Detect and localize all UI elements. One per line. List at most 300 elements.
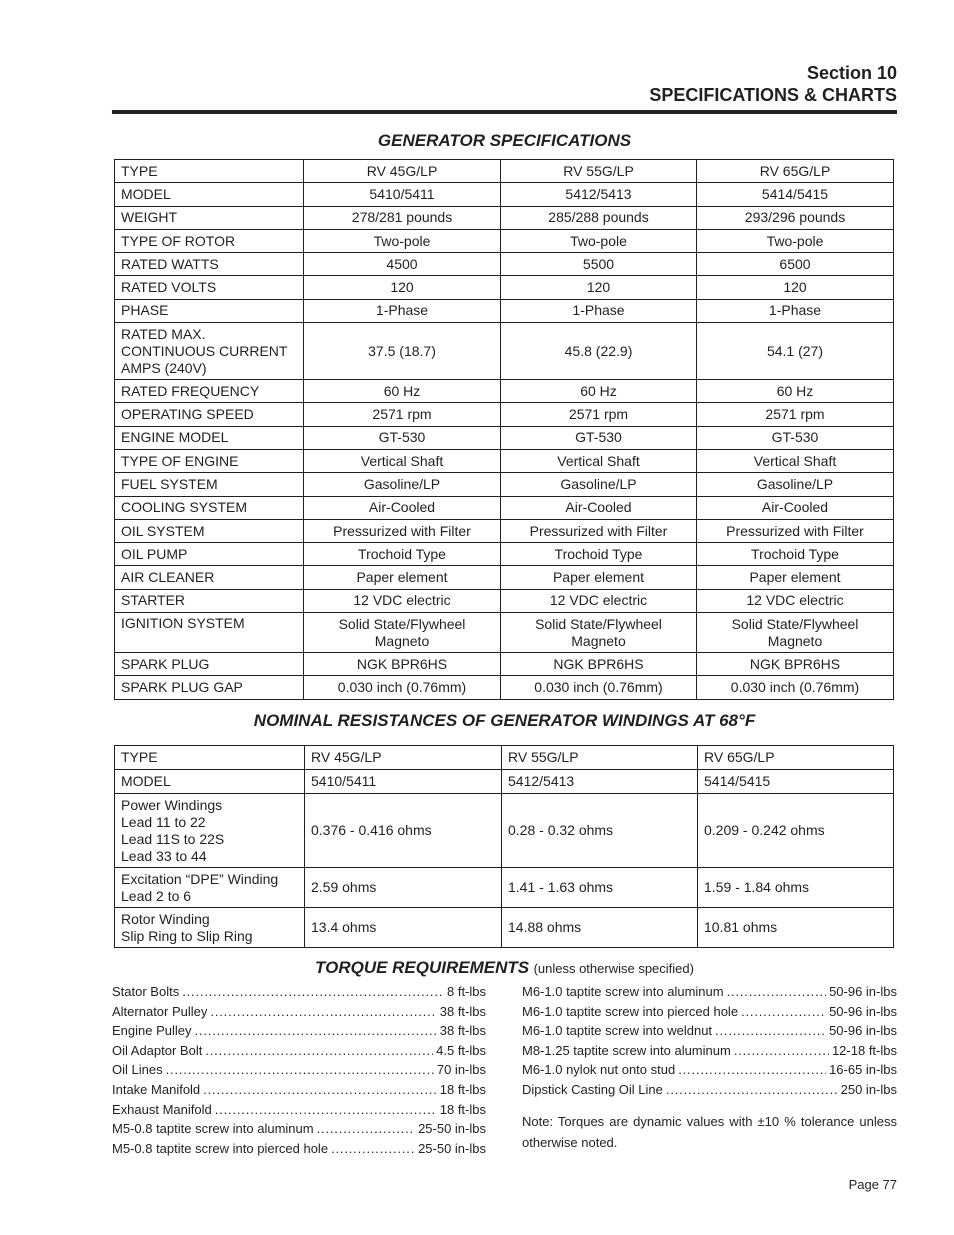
spec-value-line: 60 Hz xyxy=(580,382,617,399)
spec-label-line: AMPS (240V) xyxy=(121,359,207,376)
spec-row xyxy=(115,229,894,252)
dot-leader xyxy=(195,1021,437,1041)
spec-label xyxy=(115,543,304,566)
spec-value-line: 1-Phase xyxy=(375,302,429,319)
torque-list-left xyxy=(112,982,486,1158)
spec-value xyxy=(697,403,894,426)
spec-value xyxy=(697,566,894,589)
spec-value xyxy=(501,676,697,699)
spec-row xyxy=(115,426,894,449)
spec-row xyxy=(115,403,894,426)
section-number: Section 10 xyxy=(806,63,897,83)
resistance-row xyxy=(115,770,894,794)
torque-item-value: 38 ft-lbs xyxy=(439,1023,486,1039)
dot-leader xyxy=(215,1100,437,1120)
header-rule xyxy=(112,110,897,114)
spec-label-line: RATED MAX. xyxy=(121,325,206,342)
dot-leader xyxy=(741,1002,826,1022)
spec-value xyxy=(304,589,501,612)
spec-value xyxy=(304,206,501,229)
torque-item-value: 70 in-lbs xyxy=(436,1062,486,1078)
spec-value-line: Two-pole xyxy=(570,232,627,249)
resistance-value: RV 55G/LP xyxy=(502,746,698,770)
spec-label-line: RATED FREQUENCY xyxy=(121,382,260,399)
spec-value-line: 60 Hz xyxy=(383,382,421,399)
spec-value xyxy=(304,403,501,426)
resistance-value: 1.59 - 1.84 ohms xyxy=(698,868,894,908)
torque-item xyxy=(522,1041,897,1061)
spec-label xyxy=(115,676,304,699)
spec-value xyxy=(304,323,501,380)
spec-value xyxy=(697,276,894,299)
spec-value-line: 37.5 (18.7) xyxy=(368,342,436,359)
spec-value xyxy=(697,543,894,566)
resistance-value: 5412/5413 xyxy=(502,770,698,794)
spec-value xyxy=(501,543,697,566)
dot-leader xyxy=(331,1139,415,1159)
spec-row xyxy=(115,676,894,699)
resistance-label-line: Excitation “DPE” Winding xyxy=(121,870,279,887)
torque-item-value: 25-50 in-lbs xyxy=(418,1121,486,1137)
resistance-value: 0.376 - 0.416 ohms xyxy=(305,794,502,868)
resistance-label-line: Lead 11 to 22 xyxy=(121,813,206,830)
spec-value xyxy=(501,253,697,276)
spec-value-line: RV 45G/LP xyxy=(366,162,438,179)
spec-value xyxy=(697,299,894,322)
torque-item-value: 12-18 ft-lbs xyxy=(831,1042,897,1058)
resistance-label-line: Lead 11S to 22S xyxy=(121,830,225,847)
section-header xyxy=(649,62,897,106)
resistance-value: 13.4 ohms xyxy=(305,908,502,948)
spec-row xyxy=(115,496,894,519)
spec-value xyxy=(697,323,894,380)
spec-value-line: 12 VDC electric xyxy=(746,592,844,609)
torque-item xyxy=(112,1002,486,1022)
spec-value-line: 5412/5413 xyxy=(565,185,632,202)
spec-label-line: FUEL SYSTEM xyxy=(121,475,218,492)
spec-value-line: 2571 rpm xyxy=(372,406,432,423)
spec-value-line: 4500 xyxy=(386,255,418,272)
spec-label xyxy=(115,206,304,229)
torque-list-right xyxy=(522,982,897,1100)
spec-value xyxy=(501,160,697,183)
resistance-row xyxy=(115,868,894,908)
dot-leader xyxy=(166,1060,434,1080)
spec-value-line: 45.8 (22.9) xyxy=(564,342,633,359)
spec-value-line: NGK BPR6HS xyxy=(749,655,841,672)
spec-label-line: ENGINE MODEL xyxy=(121,429,229,446)
spec-value xyxy=(697,253,894,276)
spec-value xyxy=(501,299,697,322)
torque-title-main: TORQUE REQUIREMENTS xyxy=(315,958,530,977)
resistance-label xyxy=(115,746,305,770)
torque-item xyxy=(522,1002,897,1022)
spec-value xyxy=(501,496,697,519)
spec-value-line: 5414/5415 xyxy=(761,185,829,202)
torque-item-value: 16-65 in-lbs xyxy=(829,1062,897,1078)
resistances-title: NOMINAL RESISTANCES OF GENERATOR WINDINGS AT 68°F xyxy=(253,711,756,730)
spec-value-line: 6500 xyxy=(779,255,811,272)
dot-leader xyxy=(678,1060,826,1080)
spec-value xyxy=(697,229,894,252)
spec-value-line: GT-530 xyxy=(378,429,426,446)
torque-item-label: Intake Manifold xyxy=(112,1081,201,1097)
spec-value xyxy=(304,299,501,322)
spec-value-line: 278/281 pounds xyxy=(351,209,453,226)
spec-value-line: Solid State/Flywheel xyxy=(338,615,466,632)
spec-label xyxy=(115,299,304,322)
spec-value xyxy=(697,380,894,403)
resistance-label xyxy=(115,868,305,908)
spec-row xyxy=(115,543,894,566)
spec-label-line: AIR CLEANER xyxy=(121,569,215,586)
torque-item xyxy=(522,982,897,1002)
spec-value-line: 5500 xyxy=(582,255,615,272)
spec-value-line: Solid State/Flywheel xyxy=(731,615,859,632)
spec-value xyxy=(501,519,697,542)
spec-label-line: TYPE xyxy=(121,162,158,179)
spec-value-line: Air-Cooled xyxy=(368,499,436,516)
torque-item-label: Alternator Pulley xyxy=(112,1003,208,1019)
dot-leader xyxy=(182,982,444,1002)
dot-leader xyxy=(666,1080,838,1100)
spec-value xyxy=(304,276,501,299)
spec-value-line: 2571 rpm xyxy=(568,406,629,423)
spec-value xyxy=(304,473,501,496)
spec-row xyxy=(115,589,894,612)
spec-value-line: 293/296 pounds xyxy=(744,209,846,226)
spec-value-line: Magneto xyxy=(374,632,430,649)
resistance-label-line: Slip Ring to Slip Ring xyxy=(121,927,253,944)
resistance-label-line: Lead 2 to 6 xyxy=(121,887,192,904)
torque-item-value: 8 ft-lbs xyxy=(446,984,486,999)
spec-value xyxy=(697,519,894,542)
spec-value xyxy=(501,183,697,206)
torque-item-value: 50-96 in-lbs xyxy=(829,984,897,999)
torque-item-value: 25-50 in-lbs xyxy=(418,1140,486,1156)
torque-item xyxy=(112,1060,486,1080)
dot-leader xyxy=(715,1021,826,1041)
resistance-label xyxy=(115,770,305,794)
spec-label xyxy=(115,323,304,380)
torque-item-label: M8-1.25 taptite screw into aluminum xyxy=(522,1042,731,1058)
resistance-value: 5410/5411 xyxy=(305,770,502,794)
spec-value-line: Vertical Shaft xyxy=(753,452,837,469)
spec-value-line: Gasoline/LP xyxy=(756,475,834,492)
resistance-label-line: MODEL xyxy=(121,773,171,789)
spec-label-line: RATED WATTS xyxy=(121,255,219,272)
spec-value xyxy=(697,496,894,519)
spec-row xyxy=(115,206,894,229)
spec-label-line: SPARK PLUG xyxy=(121,655,210,672)
spec-value-line: NGK BPR6HS xyxy=(356,655,448,672)
spec-value-line: Magneto xyxy=(767,632,823,649)
spec-row xyxy=(115,253,894,276)
torque-item-label: Oil Lines xyxy=(112,1062,163,1078)
spec-value-line: Gasoline/LP xyxy=(363,475,441,492)
spec-value xyxy=(501,403,697,426)
torque-item xyxy=(112,1041,486,1061)
generator-specs-title: GENERATOR SPECIFICATIONS xyxy=(377,131,632,150)
spec-label-line: RATED VOLTS xyxy=(121,279,217,296)
torque-item xyxy=(112,1119,486,1139)
torque-title xyxy=(112,958,897,978)
spec-value xyxy=(501,426,697,449)
spec-label-line: COOLING SYSTEM xyxy=(121,499,248,516)
spec-value xyxy=(304,653,501,676)
spec-value xyxy=(697,613,894,653)
spec-label xyxy=(115,183,304,206)
spec-label xyxy=(115,566,304,589)
dot-leader xyxy=(734,1041,829,1061)
spec-value-line: Trochoid Type xyxy=(554,545,643,562)
spec-value-line: 120 xyxy=(586,279,611,296)
spec-value xyxy=(304,380,501,403)
resistance-value: 0.209 - 0.242 ohms xyxy=(698,794,894,868)
spec-value-line: Two-pole xyxy=(766,232,824,249)
spec-value-line: 60 Hz xyxy=(776,382,814,399)
spec-label xyxy=(115,380,304,403)
spec-value-line: Air-Cooled xyxy=(761,499,829,516)
spec-label-line: TYPE OF ROTOR xyxy=(121,232,236,249)
spec-label-line: OPERATING SPEED xyxy=(121,406,254,423)
spec-value-line: Trochoid Type xyxy=(751,545,839,562)
spec-value-line: 54.1 (27) xyxy=(766,342,824,359)
torque-note: Note: Torques are dynamic values with ±10 % tolerance unless otherwise noted. xyxy=(522,1114,897,1150)
spec-row xyxy=(115,276,894,299)
spec-row xyxy=(115,473,894,496)
spec-value xyxy=(697,676,894,699)
generator-specs-table xyxy=(114,159,894,700)
spec-value-line: Paper element xyxy=(552,569,645,586)
torque-item xyxy=(522,1060,897,1080)
spec-value-line: Trochoid Type xyxy=(358,545,446,562)
spec-value xyxy=(304,160,501,183)
spec-value-line: Paper element xyxy=(356,569,448,586)
spec-label xyxy=(115,229,304,252)
spec-value xyxy=(304,183,501,206)
spec-label-line: IGNITION SYSTEM xyxy=(121,615,245,632)
dot-leader xyxy=(205,1041,433,1061)
spec-value-line: Two-pole xyxy=(373,232,431,249)
spec-row xyxy=(115,380,894,403)
spec-value-line: 1-Phase xyxy=(572,302,625,319)
spec-value xyxy=(304,449,501,472)
resistance-row xyxy=(115,794,894,868)
spec-value-line: Vertical Shaft xyxy=(557,452,640,469)
spec-value xyxy=(501,380,697,403)
spec-value-line: 1-Phase xyxy=(768,302,822,319)
torque-item-label: M6-1.0 taptite screw into pierced hole xyxy=(522,1003,739,1019)
torque-item-label: Engine Pulley xyxy=(112,1023,192,1039)
spec-value-line: 2571 rpm xyxy=(765,406,825,423)
spec-value-line: 285/288 pounds xyxy=(548,209,649,226)
resistance-label-line: Lead 33 to 44 xyxy=(121,847,207,864)
spec-value-line: Solid State/Flywheel xyxy=(535,615,662,632)
resistance-value: 10.81 ohms xyxy=(698,908,894,948)
spec-value-line: GT-530 xyxy=(771,429,819,446)
spec-row xyxy=(115,299,894,322)
spec-label xyxy=(115,403,304,426)
spec-value xyxy=(697,160,894,183)
torque-item-label: Exhaust Manifold xyxy=(112,1101,212,1117)
torque-item-value: 250 in-lbs xyxy=(840,1081,897,1097)
spec-value xyxy=(501,653,697,676)
dot-leader xyxy=(727,982,826,1002)
spec-value-line: Pressurized with Filter xyxy=(333,522,471,539)
resistance-label-line: Power Windings xyxy=(121,796,223,813)
spec-value-line: 120 xyxy=(390,279,414,296)
spec-row xyxy=(115,323,894,380)
spec-label-line: TYPE OF ENGINE xyxy=(121,452,239,469)
spec-value xyxy=(501,589,697,612)
spec-label xyxy=(115,496,304,519)
spec-label-line: OIL PUMP xyxy=(121,545,188,562)
spec-value xyxy=(304,253,501,276)
resistance-label xyxy=(115,794,305,868)
torque-item-label: M6-1.0 taptite screw into weldnut xyxy=(522,1023,713,1039)
spec-value-line: Air-Cooled xyxy=(565,499,632,516)
resistance-value: 5414/5415 xyxy=(698,770,894,794)
spec-value xyxy=(304,519,501,542)
spec-value-line: 12 VDC electric xyxy=(353,592,451,609)
spec-label xyxy=(115,473,304,496)
torque-item-value: 18 ft-lbs xyxy=(439,1101,486,1117)
spec-label-line: CONTINUOUS CURRENT xyxy=(121,342,288,359)
resistance-value: 2.59 ohms xyxy=(305,868,502,908)
spec-value-line: Paper element xyxy=(749,569,841,586)
torque-item xyxy=(112,1021,486,1041)
spec-value xyxy=(501,613,697,653)
spec-label xyxy=(115,613,304,653)
spec-row xyxy=(115,653,894,676)
resistance-row xyxy=(115,746,894,770)
spec-value xyxy=(304,496,501,519)
torque-item xyxy=(522,1080,897,1100)
spec-value-line: 12 VDC electric xyxy=(549,592,648,609)
resistance-value: 0.28 - 0.32 ohms xyxy=(502,794,698,868)
spec-row xyxy=(115,566,894,589)
spec-value xyxy=(304,543,501,566)
torque-item xyxy=(112,1139,486,1159)
spec-label xyxy=(115,519,304,542)
spec-value xyxy=(304,676,501,699)
spec-value-line: 0.030 inch (0.76mm) xyxy=(534,678,663,695)
torque-title-sub: (unless otherwise specified) xyxy=(533,961,694,976)
spec-label-line: MODEL xyxy=(121,185,171,202)
spec-value-line: NGK BPR6HS xyxy=(553,655,644,672)
resistances-table xyxy=(114,745,894,948)
torque-item-value: 50-96 in-lbs xyxy=(829,1023,897,1039)
spec-label-line: OIL SYSTEM xyxy=(121,522,205,539)
spec-label xyxy=(115,589,304,612)
spec-value-line: RV 65G/LP xyxy=(759,162,831,179)
spec-label-line: SPARK PLUG GAP xyxy=(121,678,243,695)
spec-value xyxy=(697,473,894,496)
spec-value-line: 0.030 inch (0.76mm) xyxy=(730,678,860,695)
torque-item xyxy=(112,1080,486,1100)
spec-label xyxy=(115,426,304,449)
spec-value-line: GT-530 xyxy=(575,429,622,446)
spec-value-line: Gasoline/LP xyxy=(560,475,637,492)
torque-item-label: M5-0.8 taptite screw into pierced hole xyxy=(112,1140,329,1156)
spec-label-line: STARTER xyxy=(121,592,186,609)
spec-value-line: Magneto xyxy=(571,632,626,649)
torque-item-label: Oil Adaptor Bolt xyxy=(112,1042,203,1058)
spec-value-line: 120 xyxy=(783,279,807,296)
spec-row xyxy=(115,183,894,206)
spec-value xyxy=(304,613,501,653)
spec-value xyxy=(501,566,697,589)
resistance-value: 1.41 - 1.63 ohms xyxy=(502,868,698,908)
spec-label xyxy=(115,276,304,299)
torque-item-label: M6-1.0 nylok nut onto stud xyxy=(522,1062,676,1078)
torque-item-value: 18 ft-lbs xyxy=(439,1081,486,1097)
torque-item-label: Stator Bolts xyxy=(112,984,180,999)
spec-value xyxy=(697,653,894,676)
spec-label xyxy=(115,160,304,183)
spec-value-line: 5410/5411 xyxy=(369,185,435,202)
spec-value xyxy=(501,473,697,496)
torque-item-value: 4.5 ft-lbs xyxy=(436,1042,486,1058)
spec-value xyxy=(501,229,697,252)
spec-value-line: 0.030 inch (0.76mm) xyxy=(337,678,467,695)
torque-item-value: 50-96 in-lbs xyxy=(829,1003,897,1019)
spec-value xyxy=(697,589,894,612)
resistance-value: RV 65G/LP xyxy=(698,746,894,770)
torque-item xyxy=(112,982,486,1002)
dot-leader xyxy=(203,1080,437,1100)
spec-label xyxy=(115,253,304,276)
spec-value xyxy=(697,183,894,206)
spec-value xyxy=(697,449,894,472)
spec-value xyxy=(501,449,697,472)
spec-row xyxy=(115,519,894,542)
spec-value-line: Pressurized with Filter xyxy=(726,522,864,539)
spec-value-line: Pressurized with Filter xyxy=(529,522,668,539)
torque-item-label: M5-0.8 taptite screw into aluminum xyxy=(112,1121,314,1137)
spec-value xyxy=(304,229,501,252)
spec-value-line: Vertical Shaft xyxy=(360,452,444,469)
torque-item-value: 38 ft-lbs xyxy=(439,1003,486,1019)
spec-label-line: WEIGHT xyxy=(121,209,177,226)
spec-value xyxy=(304,426,501,449)
page-number: Page 77 xyxy=(848,1177,897,1192)
torque-item xyxy=(112,1100,486,1120)
resistance-value: 14.88 ohms xyxy=(502,908,698,948)
spec-label xyxy=(115,653,304,676)
spec-row xyxy=(115,613,894,653)
spec-label-line: PHASE xyxy=(121,302,169,319)
spec-value xyxy=(697,426,894,449)
torque-item-label: M6-1.0 taptite screw into aluminum xyxy=(522,984,724,999)
resistance-label-line: TYPE xyxy=(121,749,158,765)
spec-label xyxy=(115,449,304,472)
dot-leader xyxy=(210,1002,436,1022)
spec-row xyxy=(115,160,894,183)
resistance-value: RV 45G/LP xyxy=(305,746,502,770)
section-title: SPECIFICATIONS & CHARTS xyxy=(649,85,897,105)
torque-item-label: Dipstick Casting Oil Line xyxy=(522,1081,663,1097)
spec-value xyxy=(501,276,697,299)
spec-value xyxy=(501,323,697,380)
spec-value xyxy=(304,566,501,589)
dot-leader xyxy=(317,1119,415,1139)
spec-value xyxy=(501,206,697,229)
resistance-label-line: Rotor Winding xyxy=(121,910,210,927)
spec-value-line: RV 55G/LP xyxy=(563,162,634,179)
resistance-label xyxy=(115,908,305,948)
